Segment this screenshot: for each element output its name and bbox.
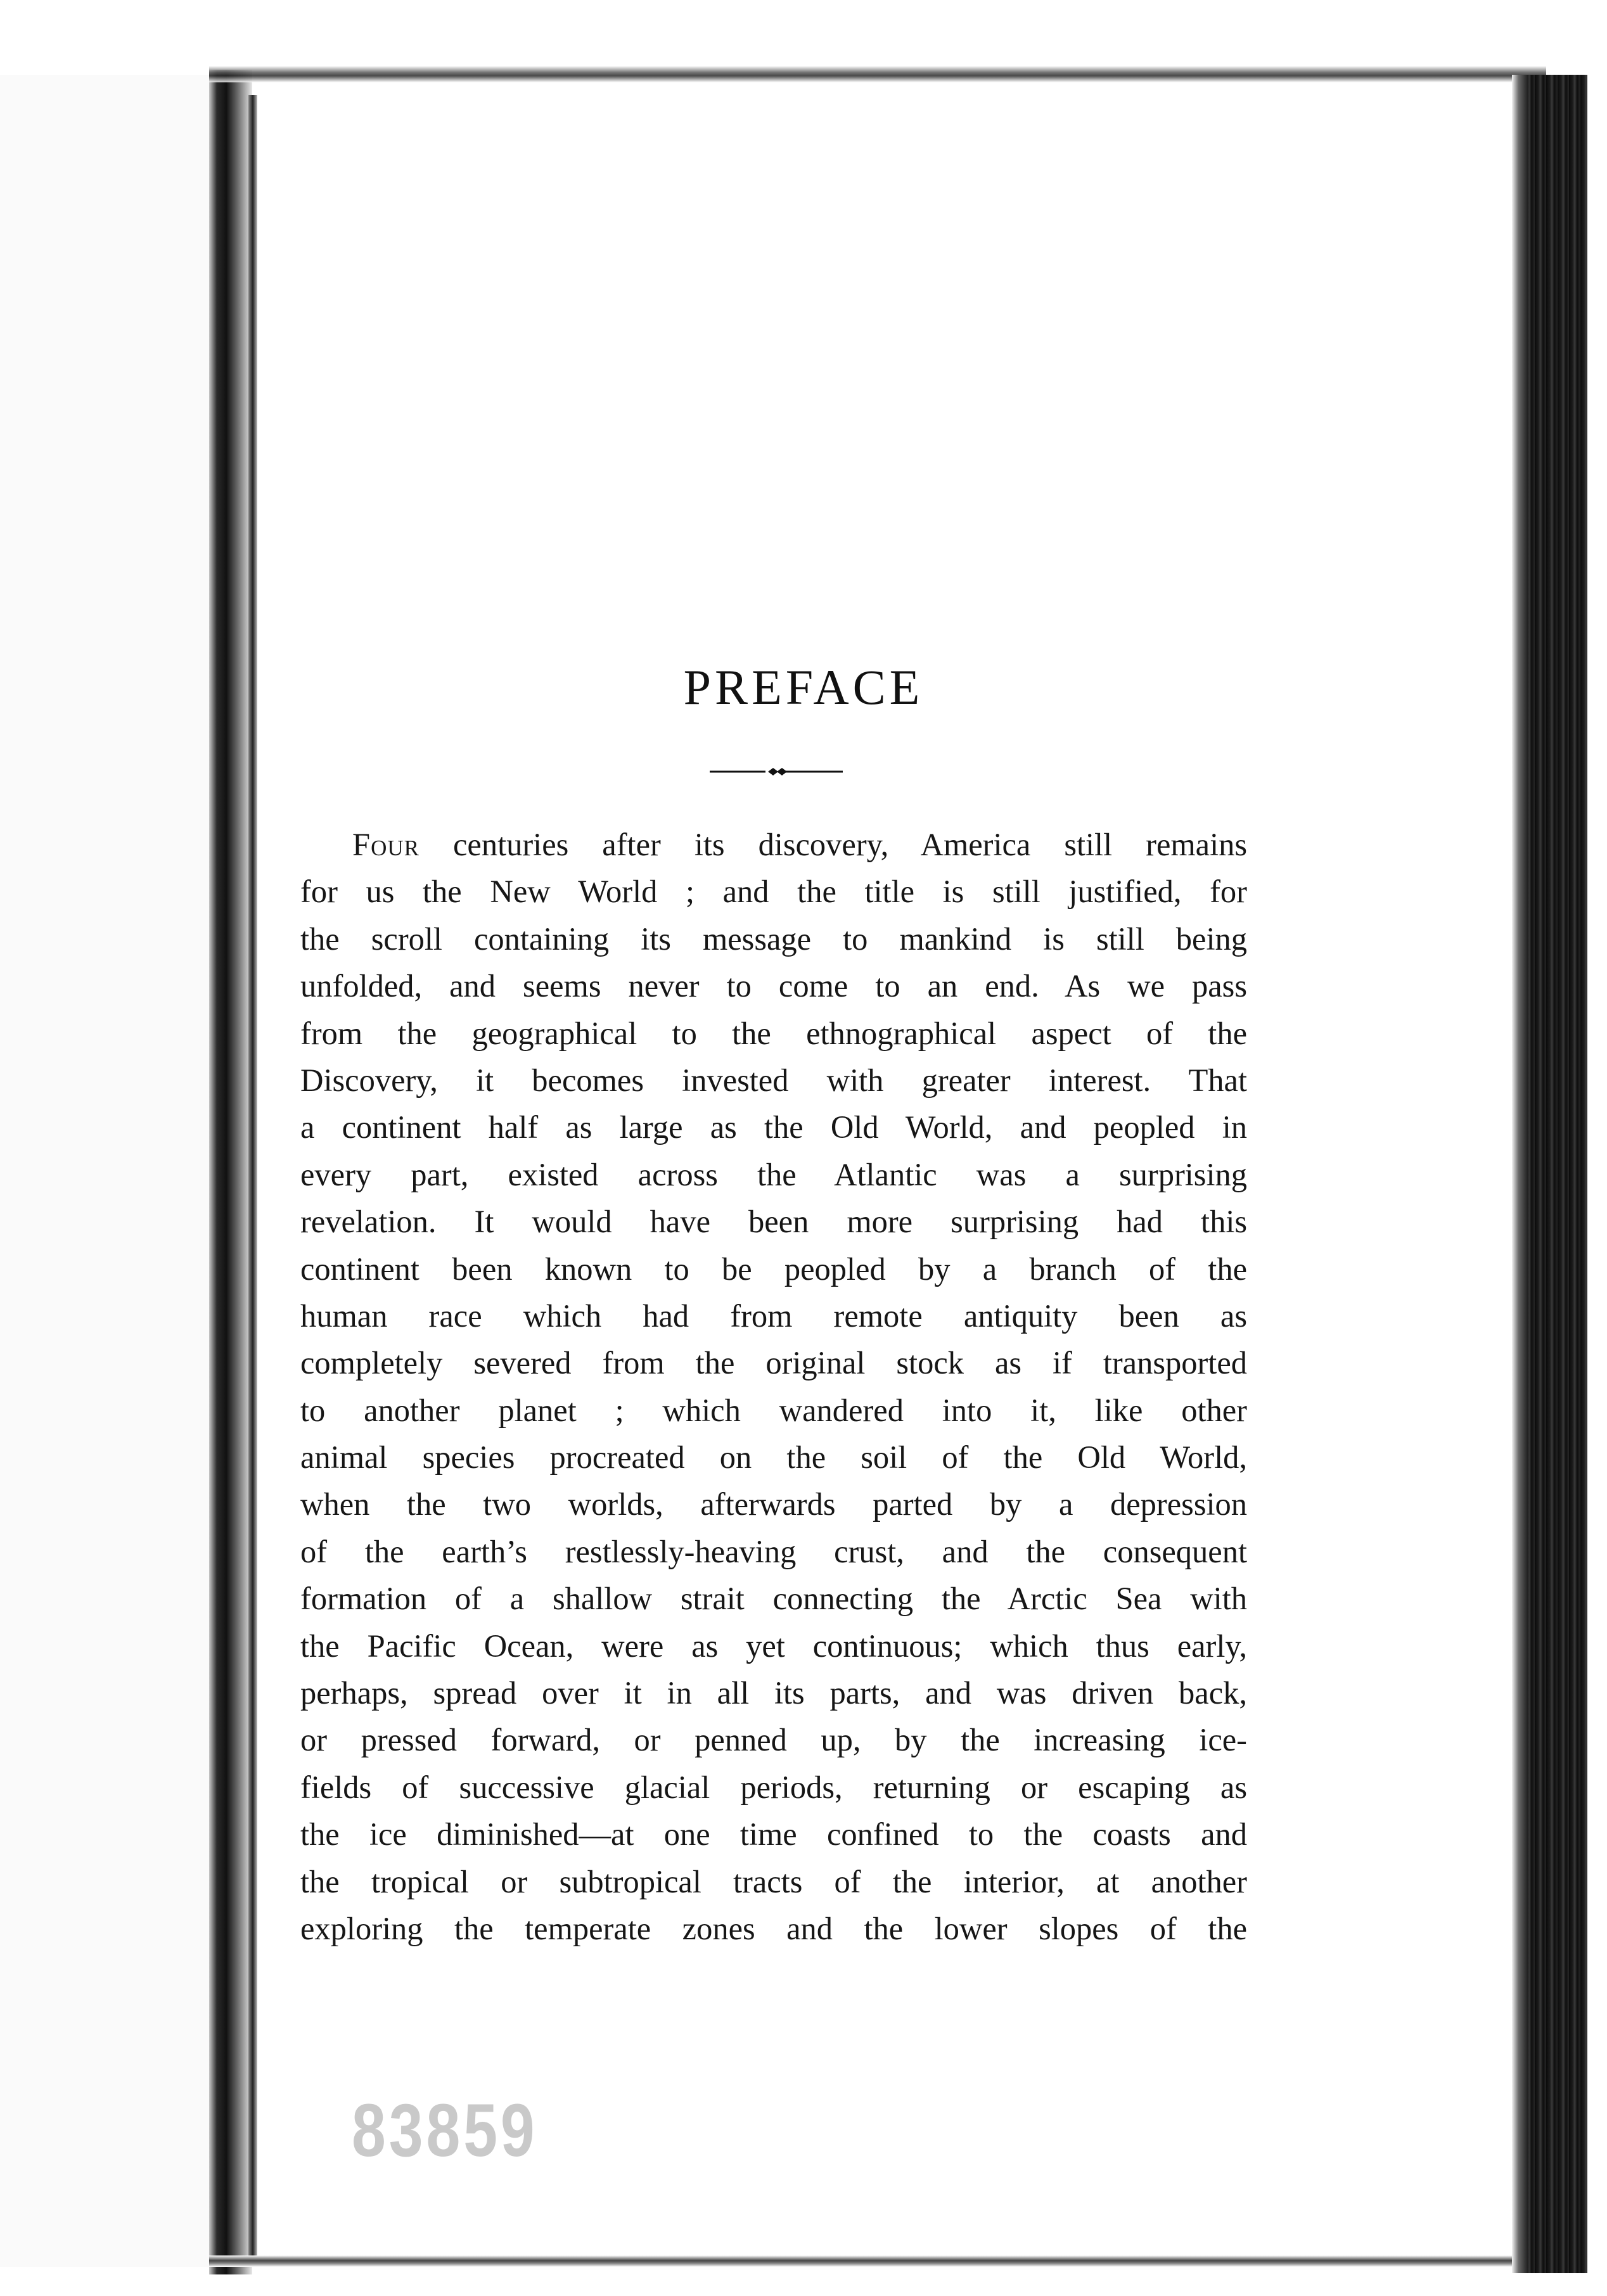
text-line: revelation. It would have been more surprising had this bbox=[300, 1204, 1247, 1240]
text-line: or pressed forward, or penned up, by the increasing ice- bbox=[300, 1722, 1247, 1758]
page-top-edge bbox=[209, 66, 1546, 82]
text-line: completely severed from the original stock as if transported bbox=[300, 1345, 1247, 1381]
previous-page-edge bbox=[0, 75, 209, 2267]
page-title: PREFACE bbox=[683, 660, 924, 715]
text-line: the tropical or subtropical tracts of the interior, at another bbox=[300, 1863, 1247, 1899]
text-line: human race which had from remote antiquity been as bbox=[300, 1298, 1247, 1334]
text-line: formation of a shallow strait connecting the Arctic Sea with bbox=[300, 1581, 1247, 1617]
text-line: of the earth’s restlessly-heaving crust, and the consequent bbox=[300, 1533, 1247, 1569]
text-line: the Pacific Ocean, were as yet continuous; which thus early, bbox=[300, 1628, 1247, 1664]
text-line: to another planet ; which wandered into it, like other bbox=[300, 1392, 1247, 1428]
gutter-shadow-line bbox=[248, 95, 257, 2262]
drop-word: Four bbox=[352, 827, 419, 862]
text-line: continent been known to be peopled by a branch of the bbox=[300, 1251, 1247, 1287]
page-bottom-edge bbox=[209, 2255, 1546, 2267]
text-line bbox=[300, 821, 1247, 868]
text-line: the ice diminished—at one time confined to the coasts and bbox=[300, 1816, 1247, 1853]
text-line: every part, existed across the Atlantic was a surprising bbox=[300, 1156, 1247, 1192]
text-line: exploring the temperate zones and the lower slopes of the bbox=[300, 1910, 1247, 1946]
text-line: Discovery, it becomes invested with greater interest. That bbox=[300, 1062, 1247, 1098]
text-line: when the two worlds, afterwards parted by a depression bbox=[300, 1486, 1247, 1522]
preface-body-text bbox=[300, 821, 1247, 1952]
text-line: for us the New World ; and the title is still justified, for bbox=[300, 874, 1247, 910]
text-line: perhaps, spread over it in all its parts, and was driven back, bbox=[300, 1675, 1247, 1711]
text-line-content: centuries after its discovery, America still remains bbox=[419, 827, 1247, 862]
book-gutter bbox=[209, 70, 252, 2274]
text-line: from the geographical to the ethnographical aspect of the bbox=[300, 1015, 1247, 1051]
library-stamp-number: 83859 bbox=[352, 2089, 538, 2172]
scan-margin-right bbox=[1587, 0, 1607, 2296]
text-line: animal species procreated on the soil of the Old World, bbox=[300, 1439, 1247, 1476]
fore-edge-highlight bbox=[1512, 75, 1528, 2273]
text-line: a continent half as large as the Old World, and peopled in bbox=[300, 1109, 1247, 1145]
text-line: the scroll containing its message to mankind is still being bbox=[300, 921, 1247, 957]
text-line: fields of successive glacial periods, returning or escaping as bbox=[300, 1769, 1247, 1805]
text-line: unfolded, and seems never to come to an end. As we pass bbox=[300, 968, 1247, 1004]
title-ornament-rule bbox=[710, 765, 843, 778]
